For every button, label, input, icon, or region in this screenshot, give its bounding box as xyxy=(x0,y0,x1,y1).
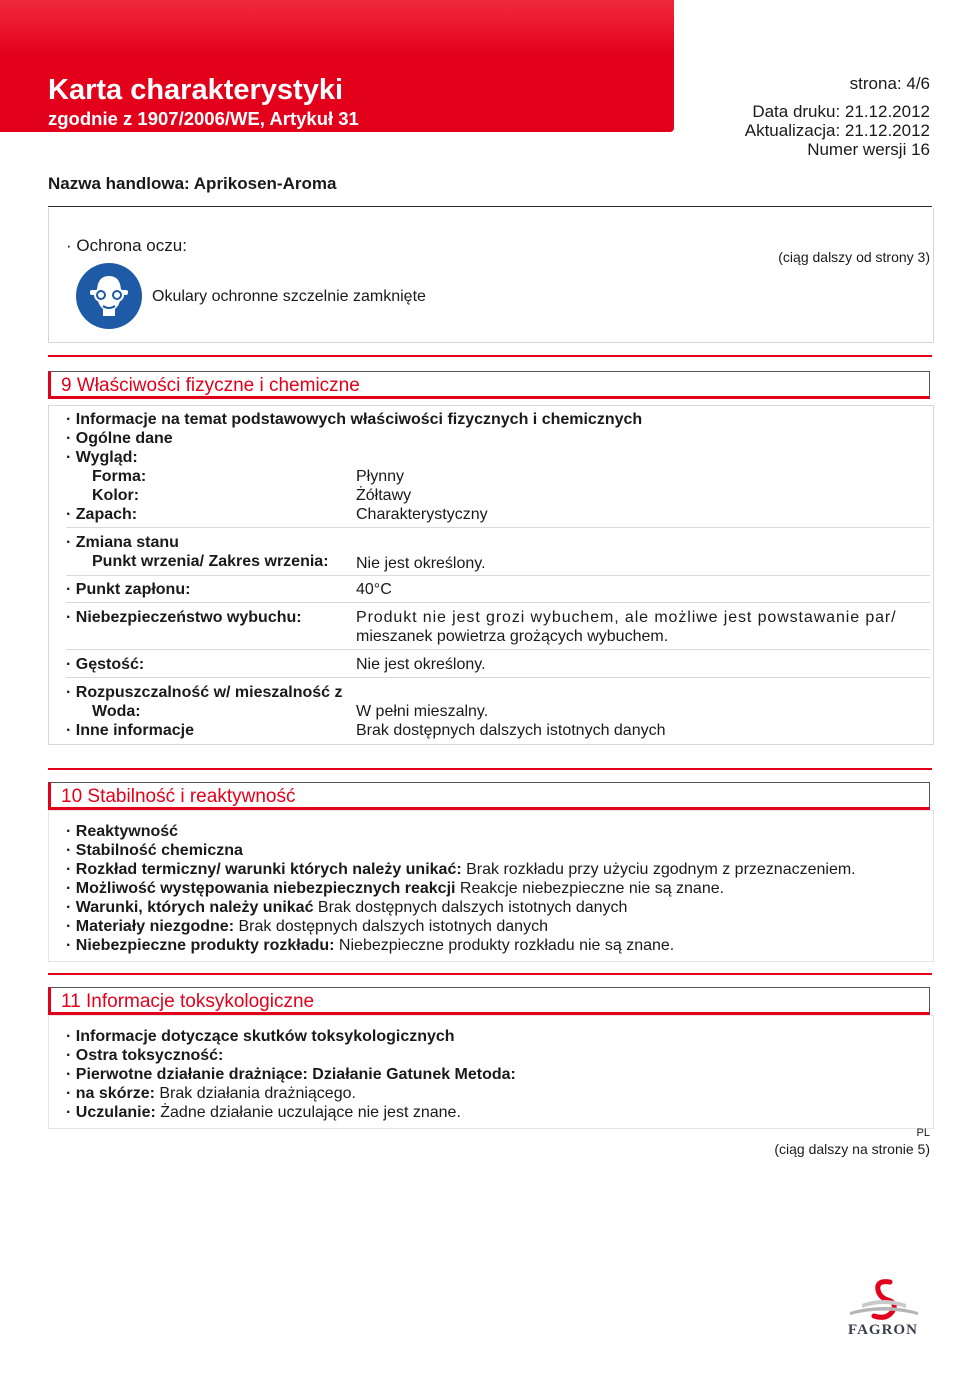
fagron-logo-text: FAGRON xyxy=(848,1322,918,1338)
section-divider xyxy=(48,768,932,770)
version-number: Numer wersji 16 xyxy=(807,140,930,159)
s9-label-form: Forma: xyxy=(92,468,147,485)
s9-value-density: Nie jest określony. xyxy=(356,656,486,673)
s10-value: Brak rozkładu przy użyciu zgodnym z przeznaczeniem. xyxy=(461,861,856,878)
s9-label-appearance: · Wygląd: xyxy=(66,449,138,466)
s10-value: Niebezpieczne produkty rozkładu nie są znane. xyxy=(334,937,675,954)
s10-label: · Materiały niezgodne: xyxy=(66,918,235,935)
s9-label-odor: · Zapach: xyxy=(66,506,138,523)
s9-label-state-change: · Zmiana stanu xyxy=(66,534,179,551)
s9-label-info: · Informacje na temat podstawowych właściwości fizycznych i chemicznych xyxy=(66,411,643,428)
s10-row-stability xyxy=(66,841,243,860)
s11-row-irritation xyxy=(66,1065,516,1084)
s9-label-flash: · Punkt zapłonu: xyxy=(66,581,191,598)
update-date: Aktualizacja: 21.12.2012 xyxy=(744,121,930,140)
s9-value-explosion: Produkt nie jest grozi wybuchem, ale możliwe jest powstawanie par/ xyxy=(356,609,897,626)
row-separator xyxy=(66,575,930,576)
s10-label: · Możliwość występowania niebezpiecznych reakcji xyxy=(66,880,456,897)
s11-row-info xyxy=(66,1027,455,1046)
eye-protection-label: · Ochrona oczu: xyxy=(66,236,187,255)
section10-title: 10 Stabilność i reaktywność xyxy=(48,782,930,810)
s10-label: · Niebezpieczne produkty rozkładu: xyxy=(66,937,335,954)
s10-label: · Rozkład termiczny/ warunki których należy unikać: xyxy=(66,861,462,878)
s11-row-sensitization xyxy=(66,1103,461,1122)
s10-label: · Stabilność chemiczna xyxy=(66,842,243,859)
row-separator xyxy=(66,602,930,603)
row-separator xyxy=(66,527,930,528)
eye-protection-text: Okulary ochronne szczelnie zamknięte xyxy=(152,288,426,305)
eye-protection-box xyxy=(48,208,934,343)
s9-value-form: Płynny xyxy=(356,468,405,485)
s9-value-other: Brak dostępnych dalszych istotnych danych xyxy=(356,722,666,739)
s9-label-general: · Ogólne dane xyxy=(66,430,173,447)
document-subtitle: zgodnie z 1907/2006/WE, Artykuł 31 xyxy=(48,108,359,129)
section9-title: 9 Właściwości fizyczne i chemiczne xyxy=(48,371,930,399)
section11-title: 11 Informacje toksykologiczne xyxy=(48,987,930,1015)
trade-name: Nazwa handlowa: Aprikosen-Aroma xyxy=(48,174,337,193)
s10-value: Brak dostępnych dalszych istotnych danych xyxy=(234,918,548,935)
s10-row-decomposition xyxy=(66,860,856,879)
section-divider xyxy=(48,355,932,357)
s10-row-conditions xyxy=(66,898,627,917)
s11-row-skin xyxy=(66,1084,356,1103)
s10-row-incompatible xyxy=(66,917,548,936)
fagron-logo xyxy=(838,1278,928,1358)
print-date: Data druku: 21.12.2012 xyxy=(752,102,930,121)
s10-value: Reakcje niebezpieczne nie są znane. xyxy=(455,880,725,897)
s9-label-water: Woda: xyxy=(92,703,141,720)
s9-label-color: Kolor: xyxy=(92,487,140,504)
s9-label-other: · Inne informacje xyxy=(66,722,195,739)
page-number: strona: 4/6 xyxy=(849,74,930,93)
s9-value-explosion-2: mieszanek powietrza grożących wybuchem. xyxy=(356,628,669,645)
fagron-snake-icon xyxy=(838,1278,928,1328)
s9-label-solubility: · Rozpuszczalność w/ mieszalność z xyxy=(66,684,343,701)
s9-value-odor: Charakterystyczny xyxy=(356,506,488,523)
s10-row-decomposition-products xyxy=(66,936,674,955)
s11-label: · Pierwotne działanie drażniące: Działanie Gatunek Metoda: xyxy=(66,1066,516,1083)
s11-label: · Ostra toksyczność: xyxy=(66,1047,224,1064)
s10-label: · Warunki, których należy unikać xyxy=(66,899,314,916)
s9-label-density: · Gęstość: xyxy=(66,656,145,673)
s9-label-explosion: · Niebezpieczeństwo wybuchu: xyxy=(66,609,302,626)
s9-value-flash: 40°C xyxy=(356,581,392,598)
document-title: Karta charakterystyki xyxy=(48,74,344,106)
continued-to: (ciąg dalszy na stronie 5) xyxy=(774,1141,930,1157)
s9-label-boiling: Punkt wrzenia/ Zakres wrzenia: xyxy=(92,553,329,570)
continued-from: (ciąg dalszy od strony 3) xyxy=(778,249,930,265)
row-separator xyxy=(66,677,930,678)
s10-label: · Reaktywność xyxy=(66,823,179,840)
s10-row-hazardous-reactions xyxy=(66,879,724,898)
s11-label: · na skórze: xyxy=(66,1085,155,1102)
s11-value: Żadne działanie uczulające nie jest znane. xyxy=(155,1104,461,1121)
s10-row-reactivity xyxy=(66,822,178,841)
language-code: PL xyxy=(916,1127,930,1139)
s10-value: Brak dostępnych dalszych istotnych danych xyxy=(313,899,628,916)
row-separator xyxy=(66,649,930,650)
s11-row-acute xyxy=(66,1046,223,1065)
s11-value: Brak działania drażniącego. xyxy=(154,1085,356,1102)
s11-label: · Uczulanie: xyxy=(66,1104,156,1121)
s9-value-boiling: Nie jest określony. xyxy=(356,555,486,572)
header-divider xyxy=(48,206,932,207)
s11-label: · Informacje dotyczące skutków toksykologicznych xyxy=(66,1028,455,1045)
goggles-mandatory-icon xyxy=(75,262,143,330)
section-divider xyxy=(48,973,932,975)
s9-value-water: W pełni mieszalny. xyxy=(356,703,489,720)
s9-value-color: Żółtawy xyxy=(356,487,412,504)
